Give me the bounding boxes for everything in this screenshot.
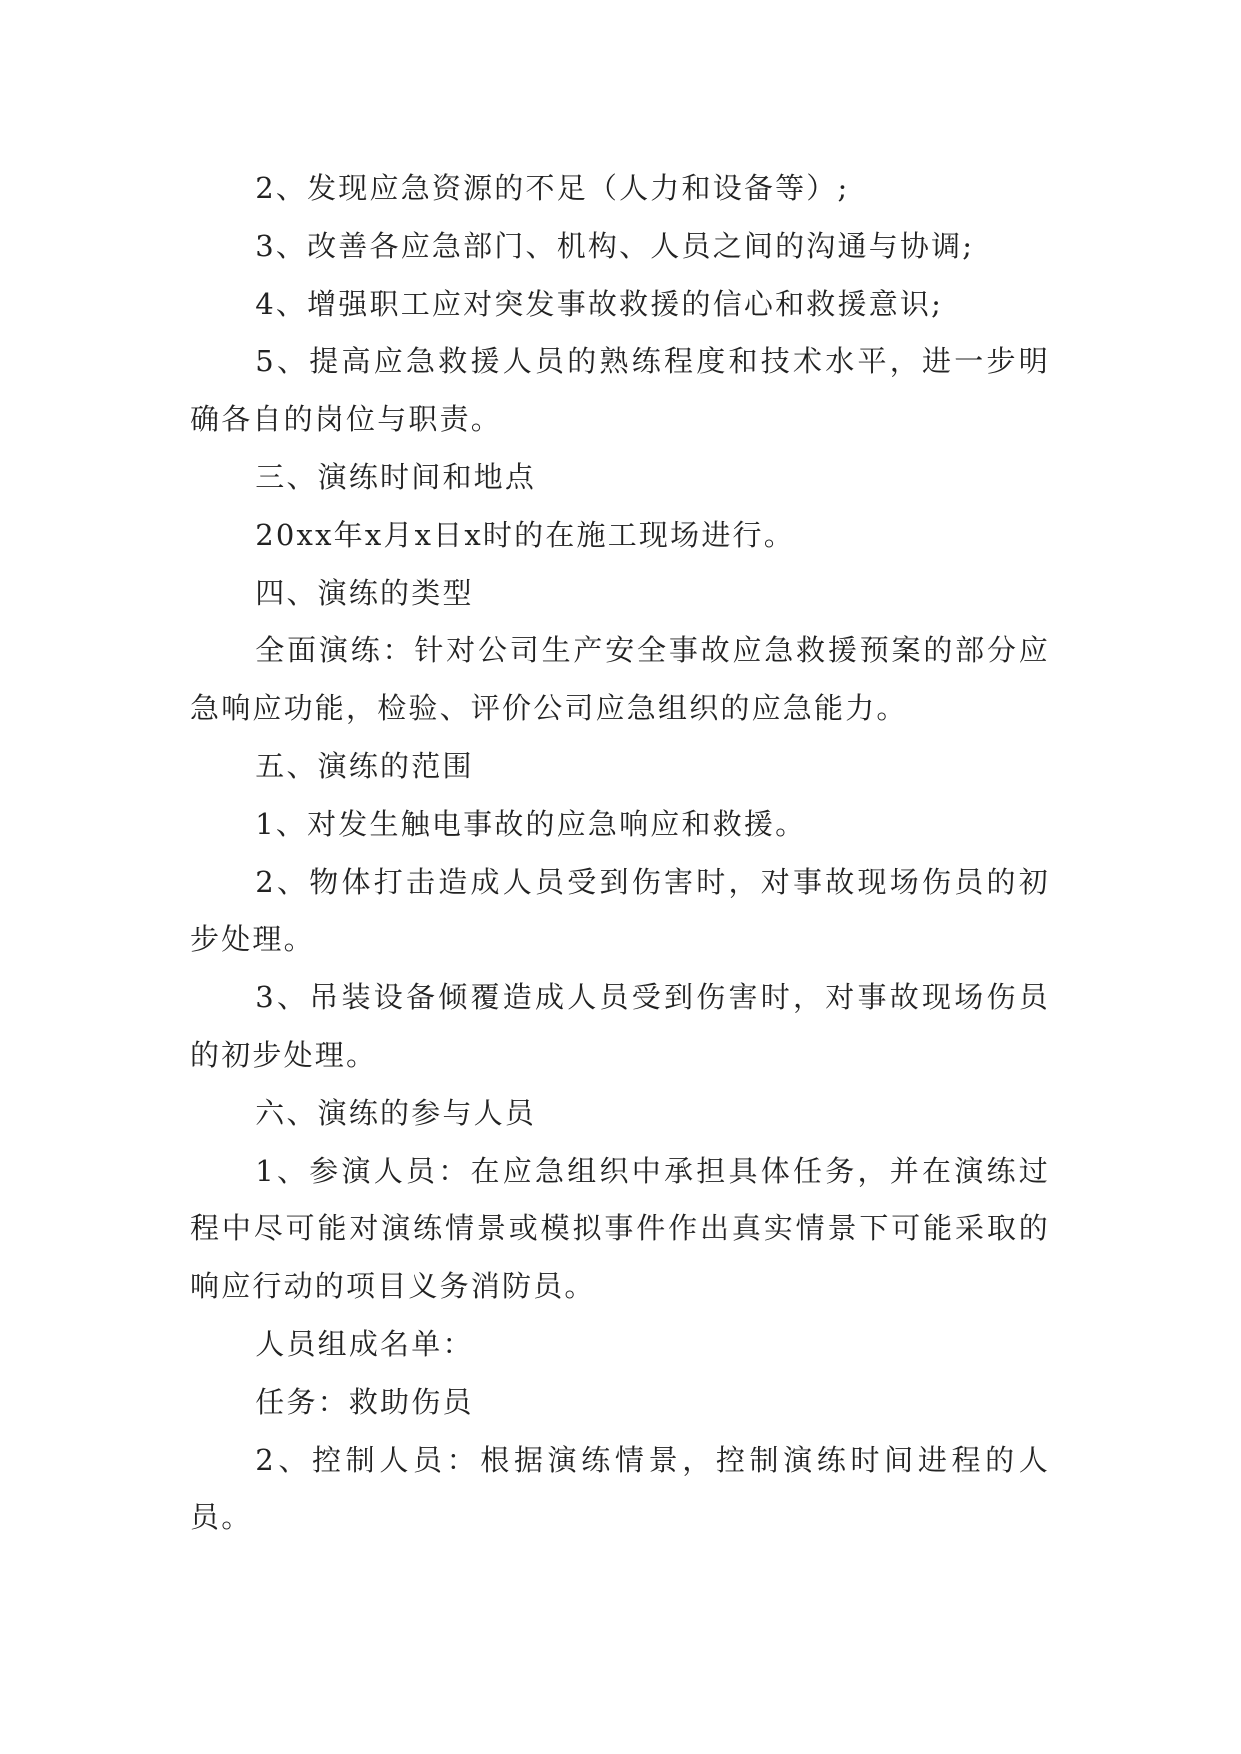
scope-item-3: 3、吊装设备倾覆造成人员受到伤害时，对事故现场伤员的初步处理。 [190,980,1050,1072]
roster-label: 人员组成名单： [255,1326,474,1361]
section-heading-participants: 六、演练的参与人员 [255,1095,537,1130]
task-label: 任务：救助伤员 [255,1384,474,1419]
paragraph-item-2: 2、发现应急资源的不足（人力和设备等）; [255,171,850,205]
paragraph-item-5: 5、提高应急救援人员的熟练程度和技术水平，进一步明确各自的岗位与职责。 [190,344,1050,437]
scope-item-1: 1、对发生触电事故的应急响应和救援。 [255,806,807,841]
paragraph-time-location: 20xx年x月x日x时的在施工现场进行。 [255,517,795,552]
participants-item-2: 2、控制人员：根据演练情景，控制演练时间进程的人员。 [190,1442,1050,1535]
participants-item-1: 1、参演人员：在应急组织中承担具体任务，并在演练过程中尽可能对演练情景或模拟事件作出真实情景下可能采取的响应行动的项目义务消防员。 [190,1153,1050,1304]
section-heading-time-location: 三、演练时间和地点 [255,459,537,494]
paragraph-type: 全面演练：针对公司生产安全事故应急救援预案的部分应急响应功能，检验、评价公司应急组织的应急能力。 [190,633,1050,726]
paragraph-item-4: 4、增强职工应对突发事故救援的信心和救援意识; [255,286,944,321]
document-body [190,160,1050,1547]
scope-item-2: 2、物体打击造成人员受到伤害时，对事故现场伤员的初步处理。 [190,864,1050,957]
section-heading-scope: 五、演练的范围 [255,748,474,783]
paragraph-item-3: 3、改善各应急部门、机构、人员之间的沟通与协调; [255,228,975,263]
section-heading-type: 四、演练的类型 [255,575,474,610]
